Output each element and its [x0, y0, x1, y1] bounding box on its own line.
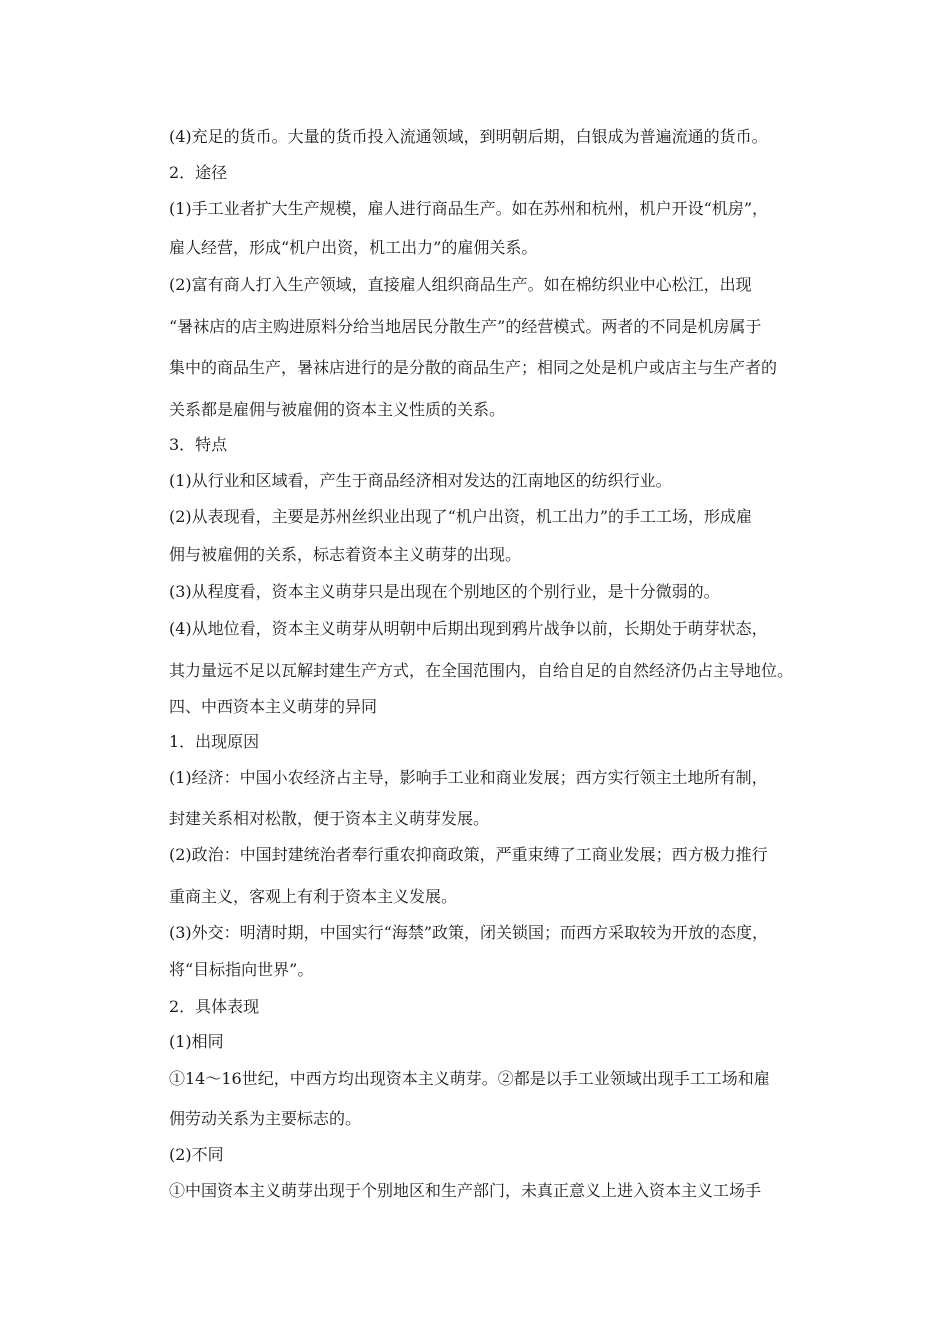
paragraph-line: ①中国资本主义萌芽出现于个别地区和生产部门，未真正意义上进入资本主义工场手	[169, 1181, 762, 1200]
paragraph-line: 关系都是雇佣与被雇佣的资本主义性质的关系。	[169, 400, 506, 419]
paragraph-line: 雇人经营，形成“机户出资，机工出力”的雇佣关系。	[169, 238, 538, 257]
paragraph-line: (2)从表现看，主要是苏州丝织业出现了“机户出资，机工出力”的手工工场，形成雇	[169, 507, 753, 526]
paragraph-line: “暑袜店的店主购进原料分给当地居民分散生产”的经营模式。两者的不同是机房属于	[169, 317, 762, 336]
section-heading: 2．途径	[169, 163, 228, 182]
subsection-heading: (2)不同	[169, 1145, 224, 1164]
paragraph-line: (4)充足的货币。大量的货币投入流通领域，到明朝后期，白银成为普遍流通的货币。	[169, 127, 768, 146]
paragraph-line: (4)从地位看，资本主义萌芽从明朝中后期出现到鸦片战争以前，长期处于萌芽状态，	[169, 619, 768, 638]
paragraph-line: ①14～16世纪，中西方均出现资本主义萌芽。②都是以手工业领域出现手工工场和雇	[169, 1069, 770, 1088]
paragraph-line: 佣劳动关系为主要标志的。	[169, 1109, 362, 1128]
paragraph-line: 集中的商品生产，暑袜店进行的是分散的商品生产；相同之处是机户或店主与生产者的	[169, 358, 778, 377]
paragraph-line: 将“目标指向世界”。	[169, 960, 314, 979]
section-heading: 2．具体表现	[169, 997, 260, 1016]
paragraph-line: 佣与被雇佣的关系，标志着资本主义萌芽的出现。	[169, 545, 522, 564]
section-heading: 1．出现原因	[169, 732, 260, 751]
chapter-heading: 四、中西资本主义萌芽的异同	[169, 697, 378, 716]
paragraph-line: (3)外交：明清时期，中国实行“海禁”政策，闭关锁国；而西方采取较为开放的态度，	[169, 923, 769, 942]
paragraph-line: (1)手工业者扩大生产规模，雇人进行商品生产。如在苏州和杭州，机户开设“机房”，	[169, 199, 769, 218]
paragraph-line: 其力量远不足以瓦解封建生产方式，在全国范围内，自给自足的自然经济仍占主导地位。	[169, 661, 794, 680]
subsection-heading: (1)相同	[169, 1032, 224, 1051]
paragraph-line: (1)从行业和区域看，产生于商品经济相对发达的江南地区的纺织行业。	[169, 471, 672, 490]
paragraph-line: (3)从程度看，资本主义萌芽只是出现在个别地区的个别行业，是十分微弱的。	[169, 582, 720, 601]
paragraph-line: (1)经济：中国小农经济占主导，影响手工业和商业发展；西方实行领主土地所有制，	[169, 768, 768, 787]
paragraph-line: 重商主义，客观上有利于资本主义发展。	[169, 887, 458, 906]
paragraph-line: (2)富有商人打入生产领域，直接雇人组织商品生产。如在棉纺织业中心松江，出现	[169, 275, 752, 294]
paragraph-line: (2)政治：中国封建统治者奉行重农抑商政策，严重束缚了工商业发展；西方极力推行	[169, 845, 768, 864]
paragraph-line: 封建关系相对松散，便于资本主义萌芽发展。	[169, 809, 490, 828]
section-heading: 3．特点	[169, 435, 228, 454]
